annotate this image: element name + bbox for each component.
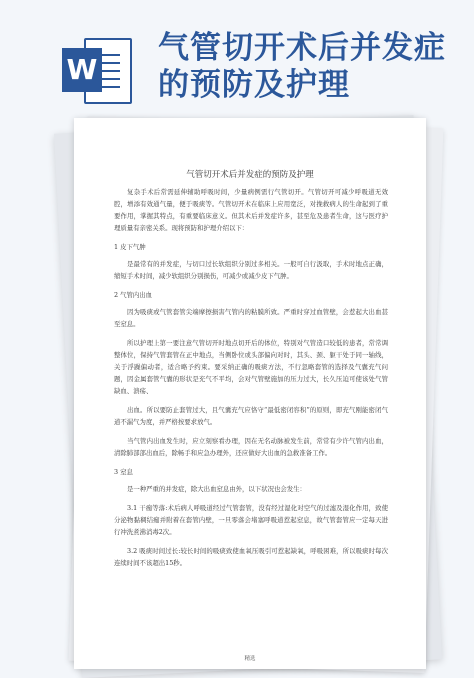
banner	[0, 0, 474, 103]
body-paragraph: 是最常有的并发症，与切口过长软组织分别过多相关。一般可自行汲取，手术时地点正确，缩短手术时间，减少软组织分别损伤，可减少或减少皮下气肿。	[114, 260, 388, 280]
document-title: 气管切开术后并发症的预防及护理	[186, 170, 314, 180]
body-paragraph: 是一种严重的并发症，除大出血窒息由外，以下状况也会发生：	[127, 485, 306, 493]
body-paragraph: 所以护理上第一要注意气管切开时地点切开后的体位，特别对气管造口较低的患者，常常调整体位，保持气管套管在正中地点，当侧卧位或头部偏向对时，其头、颈、躯干处于同一轴线，关于浮躁偏动者，适合略予约束。要采纳正确的吸痰方法，不行忽略套管的选择及气囊充气问题，因金属套管气囊的形状是充气不平均，会对气管壁施加的压力过大，长久压迫可使该处气管缺血、溃疡、	[114, 339, 388, 395]
word-document-icon	[62, 38, 132, 102]
word-icon-letter: W	[62, 48, 102, 92]
body-paragraph: 因为吸痰或气管套管尖端摩擦损害气管内的粘膜所致。严重时穿过血管壁，会惹起大出血甚至窒息。	[114, 308, 388, 328]
body-paragraph: 3.1 干痂等落:术后病人呼吸道经过气管套管，没有经过湿化对空气的过滤及湿化作用，致使分泌物黏稠结痂并附着在套管内壁，一旦零落会堵塞呼吸道惹起窒息，故气管套管应一定每天进行冲洗煮沸消毒2次。	[114, 504, 388, 536]
section-heading: 2 气管内出血	[114, 291, 153, 299]
page-footer: 精选	[244, 656, 256, 662]
document-page	[74, 118, 426, 669]
body-paragraph: 当气管内出血发生时，应立刻察看办理，因在无名动脉被发生前，常常有少许气管内出血，清除肺部部出血后，除畅手和应急办理外，还应做好大出血的急救准备工作。	[114, 437, 388, 457]
body-paragraph: 3.2 吸痰时间过长:较长时间的吸痰致使血氧压吸引可惹起缺氧，呼吸困难，所以吸痰时每次连续时间不该超出15秒。	[114, 547, 388, 567]
body-paragraph: 出血。所以要防止套管过大，且气囊充气应恪守“最低密闭容积”的原则，即充气刚能密闭气道不漏气为度，并严格按要求放气。	[114, 406, 388, 426]
document-body	[114, 186, 388, 576]
section-heading: 3 窒息	[114, 468, 133, 476]
body-paragraph: 复杂手术后常需延伸辅助呼吸时间，少量病例需行气管切开。气管切开可减少呼吸道无效腔，增添有效通气量，便于吸痰等。气管切开术在临床上应用宽泛，对挽救病人的生命起到了重要作用，掌握其特点，有重要临床意义。但其术后并发症许多，甚至危及患者生命，这与医疗护理质量有亲密关系。现将预防和护理介绍以下：	[114, 188, 388, 232]
section-heading: 1 皮下气肿	[114, 243, 146, 251]
banner-title: 气管切开术后并发症的预防及护理	[158, 30, 446, 103]
